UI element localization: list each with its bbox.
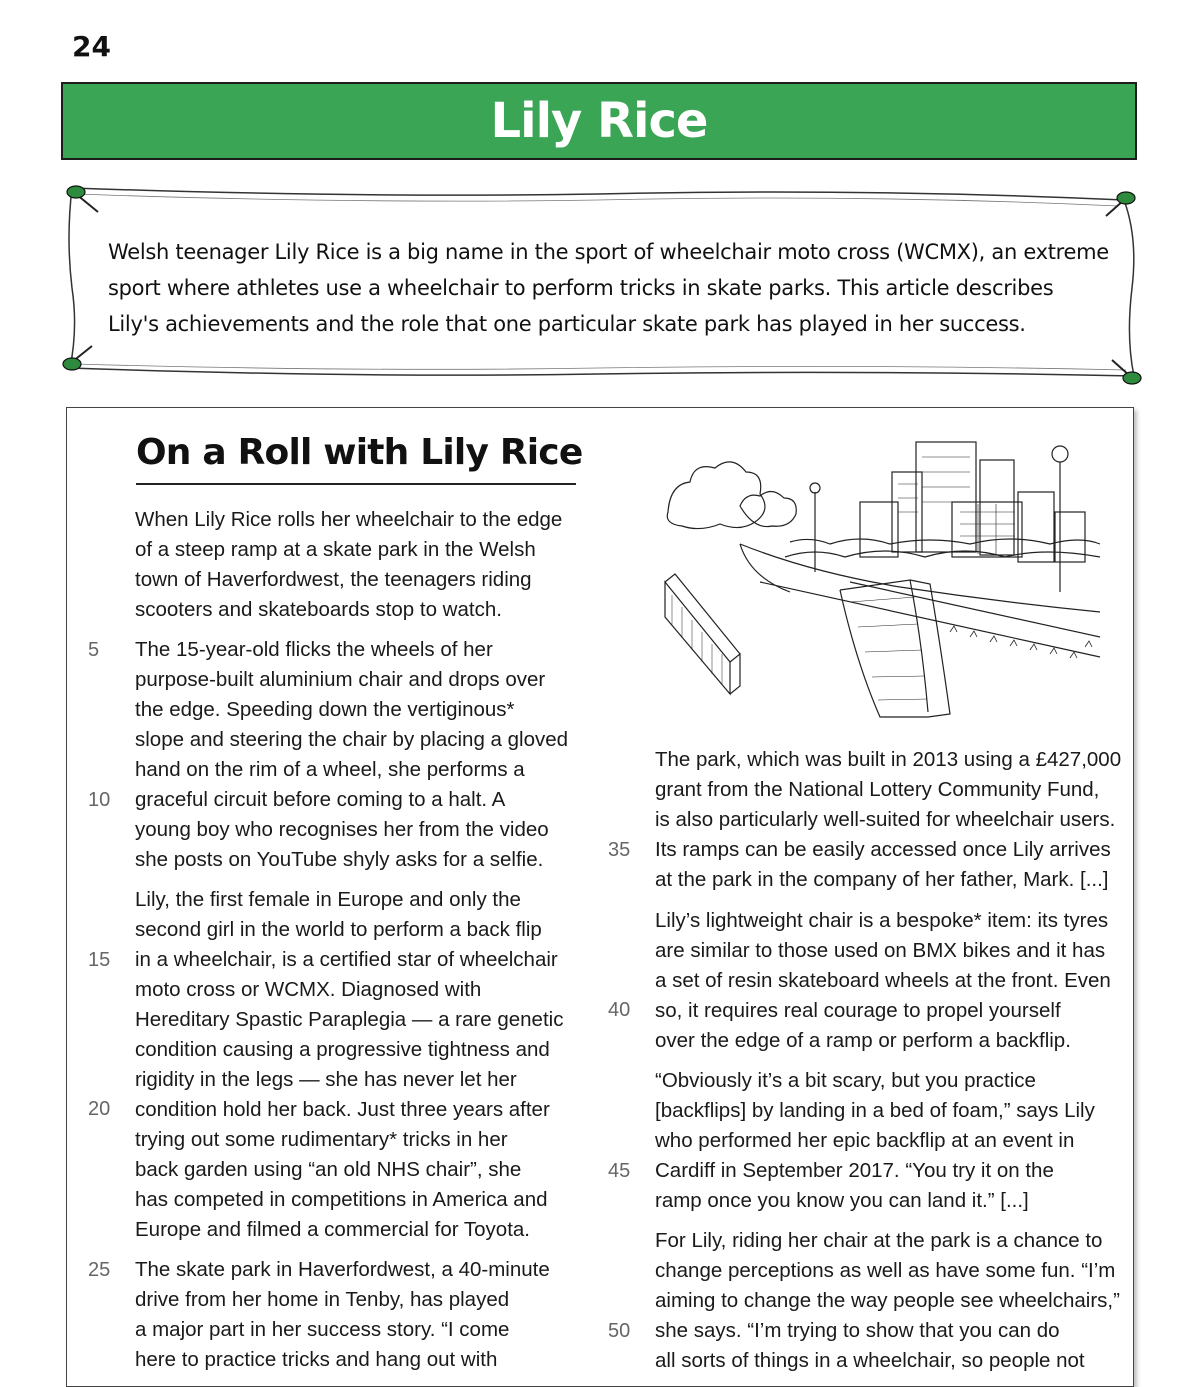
pin-top-left-icon xyxy=(67,186,98,212)
line-number: 25 xyxy=(88,1259,111,1281)
line-number: 5 xyxy=(88,639,100,661)
intro-scroll-box xyxy=(58,178,1144,392)
article-paragraph xyxy=(135,885,563,1245)
intro-line: sport where athletes use a wheelchair to perform tricks in skate parks. This article describes xyxy=(108,276,1054,300)
pin-bottom-right-icon xyxy=(1112,360,1141,384)
text-line: Its ramps can be easily accessed once Lily arrives xyxy=(655,838,1111,861)
text-line: town of Haverfordwest, the teenagers riding xyxy=(135,568,532,591)
text-line: For Lily, riding her chair at the park is a chance to xyxy=(655,1229,1103,1252)
text-line: aiming to change the way people see wheelchairs,” xyxy=(655,1289,1120,1312)
page-number: 24 xyxy=(72,30,111,63)
text-line: grant from the National Lottery Community Fund, xyxy=(655,778,1100,801)
text-line: scooters and skateboards stop to watch. xyxy=(135,598,502,621)
skate-park-illustration xyxy=(660,432,1110,722)
article-paragraph xyxy=(655,906,1111,1056)
intro-line: Welsh teenager Lily Rice is a big name in the sport of wheelchair moto cross (WCMX), an extreme xyxy=(108,240,1109,264)
text-line: condition hold her back. Just three years after xyxy=(135,1098,550,1121)
text-line: she posts on YouTube shyly asks for a selfie. xyxy=(135,848,544,871)
text-line: are similar to those used on BMX bikes and it has xyxy=(655,939,1106,962)
text-line: drive from her home in Tenby, has played xyxy=(135,1288,510,1311)
text-line: When Lily Rice rolls her wheelchair to the edge xyxy=(135,508,563,531)
pin-top-right-icon xyxy=(1106,192,1135,216)
text-line: graceful circuit before coming to a halt. A xyxy=(135,788,506,811)
line-number: 45 xyxy=(608,1160,631,1182)
text-line: Lily’s lightweight chair is a bespoke* item: its tyres xyxy=(655,909,1109,932)
text-line: condition causing a progressive tightness and xyxy=(135,1038,550,1061)
text-line: Europe and filmed a commercial for Toyota. xyxy=(135,1218,531,1241)
text-line: at the park in the company of her father, Mark. [...] xyxy=(655,868,1109,891)
text-line: “Obviously it’s a bit scary, but you practice xyxy=(655,1069,1036,1092)
text-line: change perceptions as well as have some fun. “I’m xyxy=(655,1259,1116,1282)
article-paragraph xyxy=(655,745,1121,895)
article-paragraph xyxy=(135,505,562,625)
intro-line: Lily's achievements and the role that one particular skate park has played in her success. xyxy=(108,312,1026,336)
text-line: second girl in the world to perform a back flip xyxy=(135,918,542,941)
line-number: 50 xyxy=(608,1320,631,1342)
line-number: 10 xyxy=(88,789,111,811)
text-line: over the edge of a ramp or perform a backflip. xyxy=(655,1029,1071,1052)
article-paragraph xyxy=(135,1255,550,1375)
text-line: trying out some rudimentary* tricks in her xyxy=(135,1128,508,1151)
text-line: The 15-year-old flicks the wheels of her xyxy=(135,638,493,661)
article-paragraph xyxy=(655,1226,1120,1376)
text-line: here to practice tricks and hang out with xyxy=(135,1348,498,1371)
text-line: Cardiff in September 2017. “You try it on the xyxy=(655,1159,1054,1182)
line-number: 40 xyxy=(608,999,631,1021)
text-line: The park, which was built in 2013 using a £427,000 xyxy=(655,748,1122,771)
text-line: purpose-built aluminium chair and drops over xyxy=(135,668,546,691)
text-line: moto cross or WCMX. Diagnosed with xyxy=(135,978,482,1001)
text-line: of a steep ramp at a skate park in the Welsh xyxy=(135,538,536,561)
text-line: ramp once you know you can land it.” [...] xyxy=(655,1189,1029,1212)
text-line: rigidity in the legs — she has never let her xyxy=(135,1068,517,1091)
text-line: slope and steering the chair by placing a gloved xyxy=(135,728,569,751)
article-headline: On a Roll with Lily Rice xyxy=(136,432,576,485)
text-line: young boy who recognises her from the video xyxy=(135,818,549,841)
text-line: back garden using “an old NHS chair”, she xyxy=(135,1158,522,1181)
building-tall xyxy=(916,442,976,552)
line-number: 15 xyxy=(88,949,111,971)
page-title: Lily Rice xyxy=(490,93,708,149)
text-line: [backflips] by landing in a bed of foam,” says Lily xyxy=(655,1099,1095,1122)
article-paragraph xyxy=(135,635,568,875)
intro-text xyxy=(108,234,1118,342)
text-line: Lily, the first female in Europe and only the xyxy=(135,888,521,911)
text-line: a set of resin skateboard wheels at the front. Even xyxy=(655,969,1111,992)
text-line: in a wheelchair, is a certified star of wheelchair xyxy=(135,948,558,971)
text-line: a major part in her success story. “I come xyxy=(135,1318,510,1341)
text-line: hand on the rim of a wheel, she performs a xyxy=(135,758,525,781)
text-line: the edge. Speeding down the vertiginous* xyxy=(135,698,515,721)
text-line: who performed her epic backflip at an event in xyxy=(655,1129,1075,1152)
building-low xyxy=(952,502,1022,557)
text-line: is also particularly well-suited for wheelchair users. xyxy=(655,808,1116,831)
pin-bottom-left-icon xyxy=(63,346,92,370)
text-line: has competed in competitions in America and xyxy=(135,1188,548,1211)
text-line: she says. “I’m trying to show that you can do xyxy=(655,1319,1060,1342)
text-line: so, it requires real courage to propel yourself xyxy=(655,999,1061,1022)
text-line: The skate park in Haverfordwest, a 40-minute xyxy=(135,1258,550,1281)
line-number: 20 xyxy=(88,1098,111,1120)
text-line: Hereditary Spastic Paraplegia — a rare genetic xyxy=(135,1008,564,1031)
line-number: 35 xyxy=(608,839,631,861)
article-paragraph xyxy=(655,1066,1095,1216)
text-line: all sorts of things in a wheelchair, so people not xyxy=(655,1349,1085,1372)
title-banner xyxy=(61,82,1137,160)
